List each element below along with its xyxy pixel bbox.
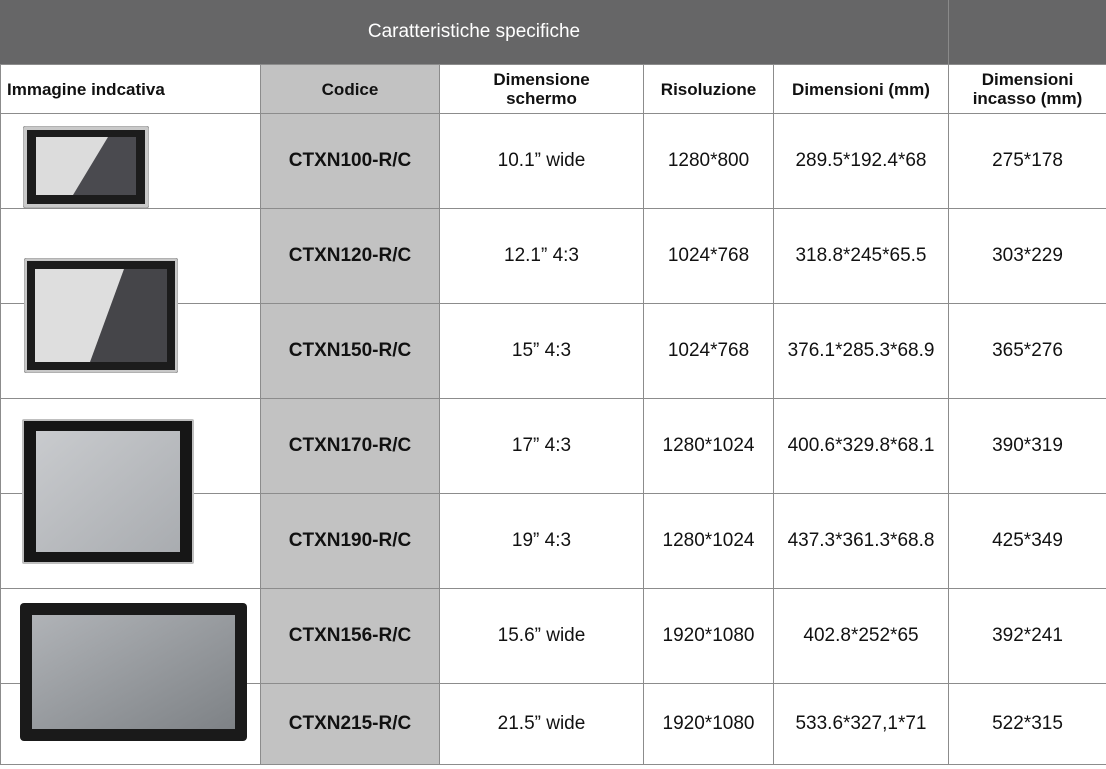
cutout-cell: 275*178 [949,114,1106,209]
table-row [1,589,1106,684]
product-code: CTXN156-R/C [261,589,440,684]
table-row [1,684,1106,765]
resolution-cell: 1280*1024 [644,399,774,494]
screen-size-cell: 15” 4:3 [440,304,644,399]
table-row [1,494,1106,589]
cutout-cell: 425*349 [949,494,1106,589]
dimensions-cell: 400.6*329.8*68.1 [774,399,949,494]
resolution-cell: 1280*1024 [644,494,774,589]
table-banner [0,0,1106,65]
cutout-cell: 392*241 [949,589,1106,684]
screen-size-cell: 17” 4:3 [440,399,644,494]
column-header-image: Immagine indcativa [1,65,261,114]
dimensions-cell: 402.8*252*65 [774,589,949,684]
table-row [1,399,1106,494]
header-row [1,65,1106,114]
dimensions-cell: 376.1*285.3*68.9 [774,304,949,399]
resolution-cell: 1024*768 [644,304,774,399]
column-header-cutout-text: Dimensioni incasso (mm) [972,70,1083,108]
cutout-cell: 303*229 [949,209,1106,304]
column-header-screen-size-text: Dimensione schermo [493,70,590,108]
image-cell [1,304,261,399]
dimensions-cell: 318.8*245*65.5 [774,209,949,304]
dimensions-cell: 533.6*327,1*71 [774,684,949,765]
specifications-table [0,64,1106,765]
dimensions-cell: 437.3*361.3*68.8 [774,494,949,589]
column-header-dimensions: Dimensioni (mm) [774,65,949,114]
dimensions-cell: 289.5*192.4*68 [774,114,949,209]
column-header-screen-size [440,65,644,114]
table-title: Caratteristiche specifiche [367,21,581,42]
screen-size-cell: 19” 4:3 [440,494,644,589]
screen-size-cell: 15.6” wide [440,589,644,684]
image-cell [1,589,261,684]
resolution-cell: 1280*800 [644,114,774,209]
screen-size-cell: 10.1” wide [440,114,644,209]
resolution-cell: 1920*1080 [644,684,774,765]
image-cell [1,494,261,589]
cutout-cell: 365*276 [949,304,1106,399]
screen-size-cell: 12.1” 4:3 [440,209,644,304]
column-header-code: Codice [261,65,440,114]
cutout-cell: 522*315 [949,684,1106,765]
product-code: CTXN190-R/C [261,494,440,589]
resolution-cell: 1920*1080 [644,589,774,684]
screen-size-cell: 21.5” wide [440,684,644,765]
product-code: CTXN120-R/C [261,209,440,304]
column-header-resolution: Risoluzione [644,65,774,114]
column-header-cutout [949,65,1106,114]
product-code: CTXN215-R/C [261,684,440,765]
product-code: CTXN170-R/C [261,399,440,494]
banner-divider [948,0,949,64]
cutout-cell: 390*319 [949,399,1106,494]
table-row [1,114,1106,209]
product-code: CTXN100-R/C [261,114,440,209]
image-cell [1,209,261,304]
image-cell [1,114,261,209]
image-cell [1,684,261,765]
image-cell [1,399,261,494]
table-row [1,304,1106,399]
resolution-cell: 1024*768 [644,209,774,304]
table-row [1,209,1106,304]
product-code: CTXN150-R/C [261,304,440,399]
